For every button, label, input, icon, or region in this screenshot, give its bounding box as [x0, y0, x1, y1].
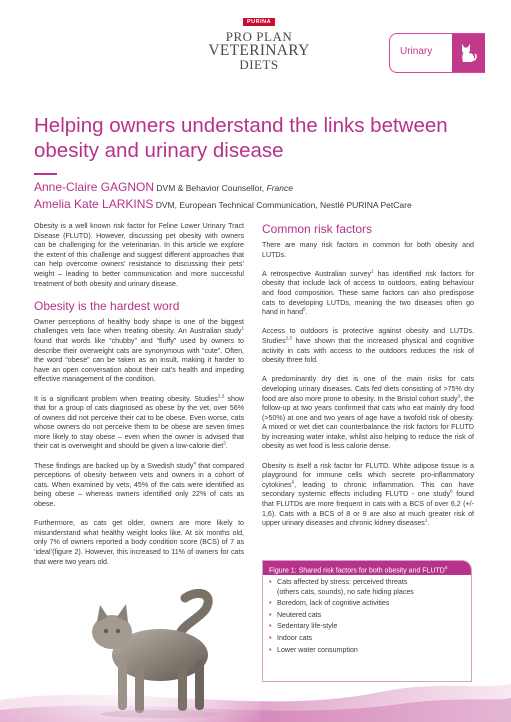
section-heading-obesity: Obesity is the hardest word [34, 298, 180, 313]
body-paragraph: It is a significant problem when treating obesity. Studies$^{2,3}$ show that for a group of cats diagnosed as obese by the vet, over 56% of owners did not perceive their cat to be obese. Even worse, cats whose owners do not perceive them to be obese are seven times more likely to stay obese – even when the owner is advised that their cat is overweight and should be given a low-calorie diet$^3$. [34, 393, 245, 451]
figure-1-box [262, 560, 472, 682]
author-1-affiliation: DVM & Behavior Counsellor, [156, 183, 267, 193]
author-2-affiliation: DVM, European Technical Communication, Nestlé PURINA PetCare [155, 200, 412, 210]
risk-factor-list [269, 578, 414, 657]
article-title: Helping owners understand the links between obesity and urinary disease [34, 114, 448, 162]
author-1 [34, 180, 293, 194]
category-badge [389, 33, 485, 73]
list-item: • Boredom, lack of cognitive activities [269, 599, 414, 609]
body-paragraph: These findings are backed up by a Swedish study$^4$ that compared perceptions of obesity between vets and owners in a cohort of cats. When examined by vets, 45% of the cats were identified as being obese – whereas owners identified only 22% of cats as obese. [34, 460, 244, 509]
list-item: • Cats affected by stress: perceived threats (others cats, sounds), no safe hiding places [269, 578, 414, 597]
body-paragraph: There are many risk factors in common for both obesity and LUTDs. [262, 241, 474, 259]
right-column [262, 222, 474, 538]
category-label: Urinary [400, 46, 433, 57]
author-1-name: Anne-Claire GAGNON [34, 180, 155, 194]
body-paragraph: A retrospective Australian survey$^1$ has identified risk factors for obesity that include lack of access to outdoors, eating behaviour and food composition. These same factors can also predispose cats to developing LUTDs, meaning the two diseases often go hand in hand$^5$. [262, 268, 474, 317]
category-icon-box [452, 34, 485, 72]
left-column [34, 222, 244, 577]
list-item: • Sedentary life-style [269, 622, 414, 632]
list-item: • Neutered cats [269, 611, 414, 621]
list-item: • Indoor cats [269, 634, 414, 644]
author-2 [34, 197, 412, 211]
body-paragraph: Furthermore, as cats get older, owners are more likely to misunderstand what healthy weight looks like. At six months old, only 7% of owners reported a body condition score (BCS) of 7 as ‘ideal’(figure 2). However, this increased to 11% of owners for cats that were two years old. [34, 519, 244, 566]
logo-line-3: DIETS [239, 57, 279, 72]
title-rule [34, 173, 57, 175]
intro-paragraph: Obesity is a well known risk factor for Feline Lower Urinary Tract Disease (FLUTD). However, discussing pet obesity with owners can be challenging for the veterinarian. In this article we explore the extent of this challenge and suggest different approaches that can help overcome owners’ resistance to discussing their pets’ weight – leading to better communication and more successful treatment of both obesity and urinary disease. [34, 222, 244, 288]
author-1-country: France [266, 183, 293, 193]
purina-badge: PURINA [243, 18, 275, 26]
body-paragraph: Owner perceptions of healthy body shape is one of the biggest challenges vets face when treating obesity. An Australian study$^1$ found that words like “chubby” and “fluffy” used by owners to describe their overweight cats are synonymous with “cute”. Often, the word “obese” can be taken as an insult, making it harder to have an open conversation about their cat’s health and impeding effective management of the condition. [34, 317, 244, 384]
brand-logo [196, 10, 322, 71]
figure-caption: Figure 1: Shared risk factors for both obesity and FLUTD$^5$ [263, 561, 471, 575]
logo-line-1: PRO PLAN [225, 29, 293, 44]
section-heading-risk-factors: Common risk factors [262, 222, 373, 236]
cat-icon [459, 43, 478, 63]
logo-line-2: VETERINARY [208, 42, 310, 59]
body-paragraph: Access to outdoors is protective against obesity and LUTDs. Studies$^{2,3}$ have shown that the increased physical and cognitive activity in cats with access to the outdoors reduces the risk of obesity three fold. [262, 327, 474, 365]
body-paragraph: Obesity is itself a risk factor for FLUTD. White adipose tissue is a playground for immune cells which secrete pro-inflammatory cytokines$^6$, leading to chronic inflammation. This can have secondary systemic effects including FLUTD - one study$^6$ found that FLUTDs are more frequent in cats with a BCS of over 6,2 (+/- 1,6). Cats with a BCS of 8 or 9 are also at much greater risk of upper urinary diseases and chronic kidney diseases$^1$. [262, 461, 474, 528]
cat-photo [0, 570, 260, 722]
author-2-name: Amelia Kate LARKINS [34, 197, 154, 211]
list-item: • Lower water consumption [269, 646, 414, 656]
body-paragraph: A predominantly dry diet is one of the main risks for cats developing urinary diseases. Cats fed diets consisting of >75% dry food are also more prone to obesity. In the Bristol cohort study$^3$, the follow-up at two years confirmed that cats who eat mainly dry food (>50%) at one and two years of age have a twofold risk of obesity. A mixed or wet diet can counterbalance the risk factors for FLUTD by increasing water intake, whilst also helping to reduce the risk of obesity as wet food is less calorie dense. [262, 375, 474, 451]
